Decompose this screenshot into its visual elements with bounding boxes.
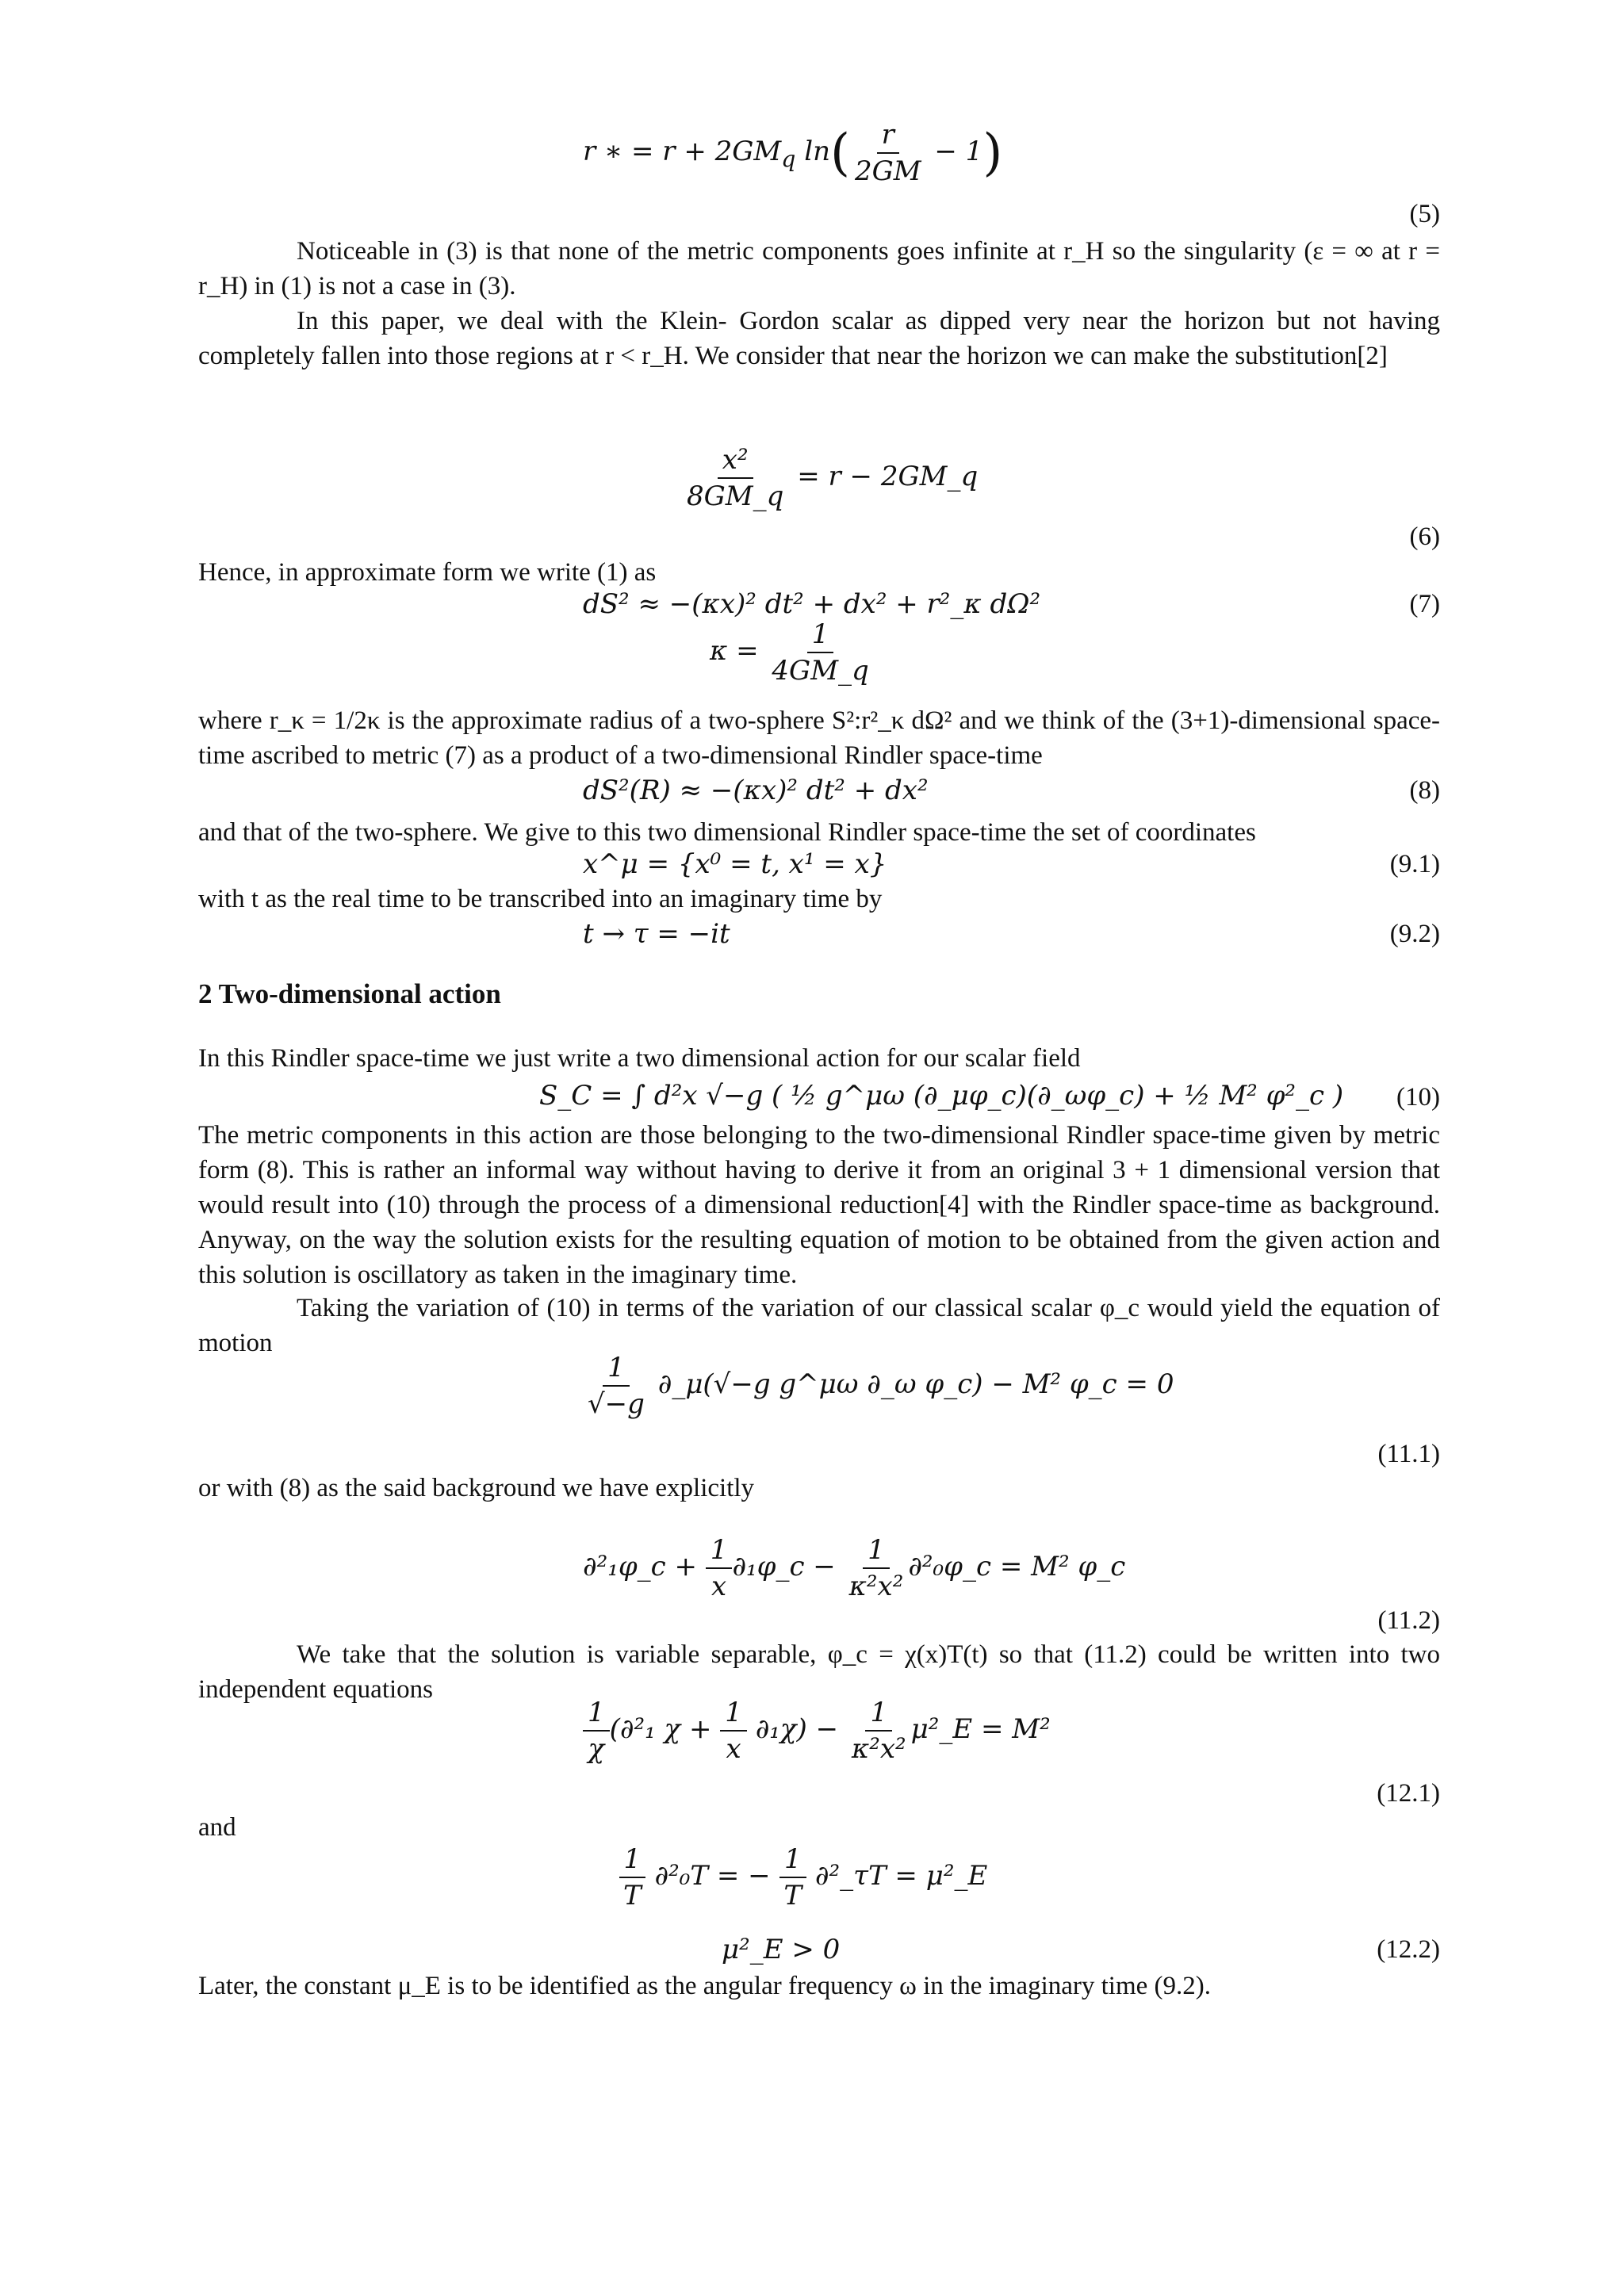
eq12-1-den-2: x xyxy=(726,1733,741,1765)
eq11-2-den-2: κ²x² xyxy=(848,1571,904,1602)
equation-11-1 xyxy=(583,1352,1174,1420)
eq12-2-fraction-2 xyxy=(779,1843,806,1911)
kappa-lhs: κ = xyxy=(710,635,768,667)
eq12-2-den-2: T xyxy=(783,1880,802,1911)
paragraph-where: where r_κ = 1/2κ is the approximate radius of a two-sphere S²:r²_κ dΩ² and we think of the (3+1)-dimensional space-time ascribed to metric (7) as a product of a two-dimensional Rindler space-time xyxy=(198,706,1440,770)
paragraph-hence: Hence, in approximate form we write (1) as xyxy=(198,558,657,587)
eq12-1-term-c: μ²_E = M² xyxy=(910,1713,1051,1745)
eq5-numerator: r xyxy=(877,119,899,154)
eq6-rhs: = r − 2GM_q xyxy=(797,461,979,492)
eq11-1-rhs: ∂_μ(√−g g^μω ∂_ω φ_c) − M² φ_c = 0 xyxy=(657,1368,1174,1400)
eq12-1-fraction-3 xyxy=(847,1697,911,1765)
eq11-2-term-c: ∂²₀φ_c = M² φ_c xyxy=(908,1551,1126,1582)
eq11-1-numerator: 1 xyxy=(603,1352,630,1387)
kappa-fraction xyxy=(767,618,873,687)
equation-10: S_C = ∫ d²x √−g ( ½ g^μω (∂_μφ_c)(∂_ωφ_c) + ½ M² φ²_c ) xyxy=(539,1080,1344,1112)
eq12-1-num-1: 1 xyxy=(583,1697,610,1732)
eq5-paren-close: ) xyxy=(982,124,1003,182)
equation-9-1: x^μ = {x⁰ = t, x¹ = x} xyxy=(583,848,887,880)
eq5-sub: q xyxy=(781,145,796,172)
eq5-tail: − 1 xyxy=(925,136,983,167)
paragraph-separable: We take that the solution is variable separable, φ_c = χ(x)T(t) so that (11.2) could be written into two independent equations xyxy=(198,1640,1440,1704)
eq6-fraction xyxy=(682,444,788,512)
kappa-denominator: 4GM_q xyxy=(772,655,869,687)
eq11-1-fraction xyxy=(583,1352,649,1420)
equation-12-1 xyxy=(583,1697,1051,1765)
eq12-1-term-b: ∂₁χ) − xyxy=(746,1713,847,1745)
eq6-numerator: x² xyxy=(718,444,753,479)
eq5-denominator: 2GM xyxy=(854,155,921,187)
eq10-label: (10) xyxy=(1396,1083,1440,1112)
equation-kappa xyxy=(710,618,874,687)
eq5-label: (5) xyxy=(1409,200,1440,228)
paragraph-action-intro: In this Rindler space-time we just write a two dimensional action for our scalar field xyxy=(198,1044,1081,1073)
eq6-label: (6) xyxy=(1409,522,1440,551)
eq12-2-label: (12.2) xyxy=(1377,1935,1440,1964)
eq5-fraction xyxy=(850,119,926,187)
eq11-2-term-a: ∂²₁φ_c + xyxy=(583,1551,706,1582)
paragraph-klein-gordon: In this paper, we deal with the Klein- Gordon scalar as dipped very near the horizon but not having completely fallen into those regions at r < r_H. We consider that near the horizon we can make the substitution[2] xyxy=(198,307,1440,370)
paragraph-explicitly: or with (8) as the said background we have explicitly xyxy=(198,1474,755,1502)
eq12-2-den-1: T xyxy=(623,1880,642,1911)
eq11-2-term-b: ∂₁φ_c − xyxy=(732,1551,845,1582)
equation-12-2-lower: μ²_E > 0 xyxy=(722,1934,841,1965)
eq12-2-term-b: ∂²_τT = μ²_E xyxy=(806,1860,988,1892)
eq8-label: (8) xyxy=(1409,776,1440,805)
eq11-2-num-1: 1 xyxy=(706,1534,733,1569)
paragraph-variation: Taking the variation of (10) in terms of the variation of our classical scalar φ_c would yield the equation of motion xyxy=(198,1294,1440,1357)
paragraph-metric-components: The metric components in this action are those belonging to the two-dimensional Rindler space-time given by metric form (8). This is rather an informal way without having to derive it from an original 3 + 1 dimensional version that would result into (10) through the process of a dimensional reduction[4] with the Rindler space-time as background. Anyway, on the way the solution exists for the resulting equation of motion to be obtained from the given action and this solution is oscillatory as taken in the imaginary time. xyxy=(198,1121,1440,1289)
eq12-1-den-1: χ xyxy=(588,1733,605,1765)
equation-11-2 xyxy=(583,1534,1125,1602)
eq5-ln: ln xyxy=(795,136,830,167)
eq12-2-num-2: 1 xyxy=(779,1843,806,1878)
eq11-1-denominator: √−g xyxy=(588,1388,645,1420)
eq12-1-label: (12.1) xyxy=(1377,1779,1440,1808)
eq12-1-num-2: 1 xyxy=(720,1697,747,1732)
eq12-2-fraction-1 xyxy=(619,1843,646,1911)
eq11-2-den-1: x xyxy=(711,1571,727,1602)
eq9-1-label: (9.1) xyxy=(1389,850,1440,878)
section-heading: 2 Two-dimensional action xyxy=(198,978,501,1009)
paragraph-noticeable: Noticeable in (3) is that none of the metric components goes infinite at r_H so the singularity (ε = ∞ at r = r_H) in (1) is not a case in (3). xyxy=(198,237,1440,300)
eq11-2-fraction-2 xyxy=(845,1534,909,1602)
eq9-2-label: (9.2) xyxy=(1389,920,1440,948)
eq7-label: (7) xyxy=(1409,590,1440,618)
equation-8: dS²(R) ≈ −(κx)² dt² + dx² xyxy=(583,775,929,806)
eq11-2-fraction-1 xyxy=(706,1534,733,1602)
equation-6 xyxy=(682,444,978,512)
eq5-paren-open: ( xyxy=(829,124,850,182)
equation-7: dS² ≈ −(κx)² dt² + dx² + r²_κ dΩ² xyxy=(583,588,1041,620)
eq12-2-term-a: ∂²₀T = − xyxy=(645,1860,779,1892)
paragraph-two-sphere: and that of the two-sphere. We give to this two dimensional Rindler space-time the set of coordinates xyxy=(198,818,1256,847)
equation-5 xyxy=(583,119,1002,187)
paragraph-real-time: with t as the real time to be transcribed into an imaginary time by xyxy=(198,885,883,913)
eq6-denominator: 8GM_q xyxy=(687,480,784,512)
paragraph-later: Later, the constant μ_E is to be identified as the angular frequency ω in the imaginary time (9.2). xyxy=(198,1972,1212,2000)
eq11-2-label: (11.2) xyxy=(1377,1606,1440,1635)
eq12-1-fraction-2 xyxy=(720,1697,747,1765)
paragraph-and: and xyxy=(198,1813,236,1842)
kappa-numerator: 1 xyxy=(807,618,834,653)
eq11-2-num-2: 1 xyxy=(863,1534,890,1569)
eq12-1-num-3: 1 xyxy=(865,1697,892,1732)
eq12-2-num-1: 1 xyxy=(619,1843,646,1878)
equation-12-2-upper xyxy=(619,1843,987,1911)
eq5-lhs: r ∗ = r + 2GM xyxy=(583,136,782,167)
eq12-1-den-3: κ²x² xyxy=(851,1733,906,1765)
eq11-1-label: (11.1) xyxy=(1377,1440,1440,1468)
eq12-1-fraction-1 xyxy=(583,1697,610,1765)
eq12-1-term-a: (∂²₁ χ + xyxy=(609,1713,721,1745)
equation-9-2: t → τ = −it xyxy=(583,918,730,950)
